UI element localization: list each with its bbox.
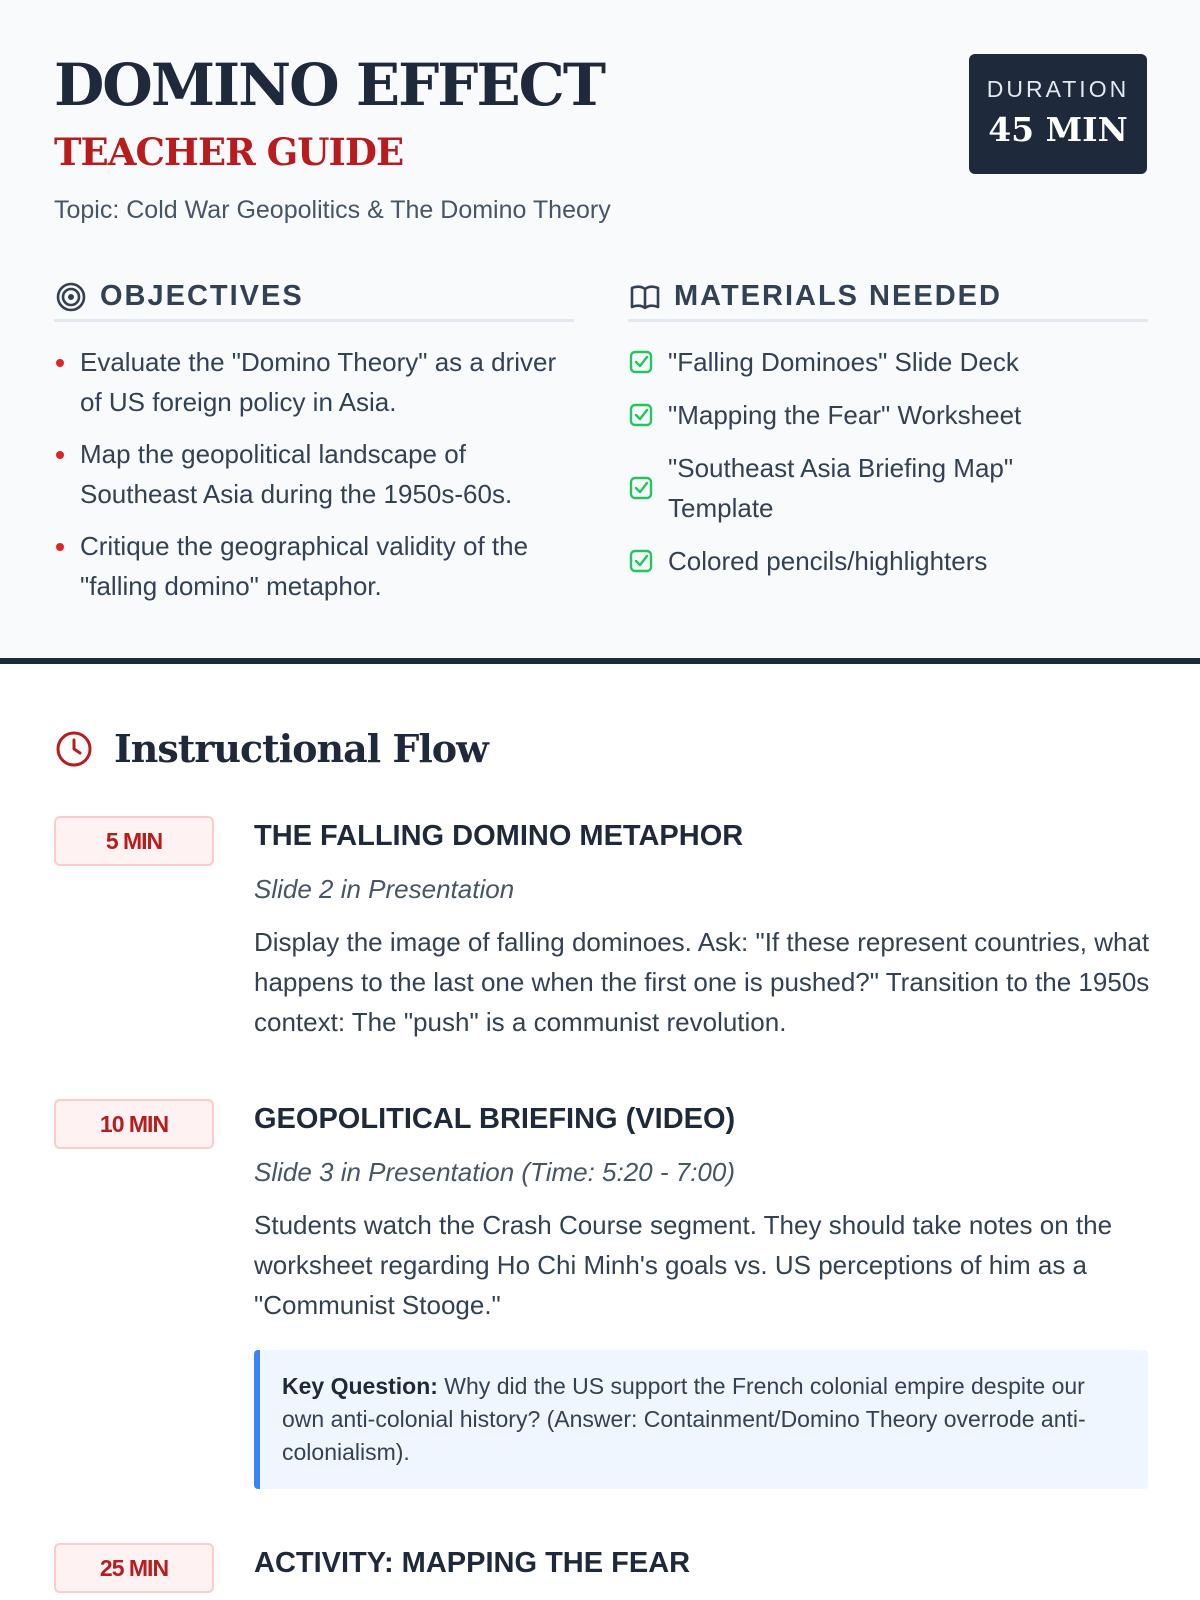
material-item: Colored pencils/highlighters	[628, 541, 1148, 581]
instructional-flow-title: Instructional Flow	[114, 726, 488, 771]
duration-label: DURATION	[986, 76, 1130, 102]
materials-heading	[628, 274, 1148, 322]
page-title: DOMINO EFFECT	[54, 51, 604, 119]
checkbox-checked-icon	[628, 475, 654, 501]
step-title: THE FALLING DOMINO METAPHOR	[254, 820, 744, 852]
clock-icon	[54, 729, 94, 769]
step-time-badge: 5 MIN	[54, 816, 214, 866]
objectives-heading-label: OBJECTIVES	[100, 280, 304, 312]
duration-value: 45 MIN	[988, 110, 1128, 149]
objective-item: Critique the geographical validity of the "falling domino" metaphor.	[54, 526, 574, 606]
step-slide-ref: Slide 2 in Presentation	[254, 874, 515, 904]
step-time-badge: 25 MIN	[54, 1543, 214, 1593]
callout-text: Why did the US support the French colonial empire despite our own anti-colonial history? (Answer: Containment/Domino Theory overrode anti-colonialism).	[282, 1373, 1086, 1465]
guide-header	[0, 0, 1200, 664]
bullet-icon	[56, 451, 64, 459]
key-question-callout	[254, 1350, 1148, 1489]
material-item: "Mapping the Fear" Worksheet	[628, 395, 1148, 435]
objectives-heading	[54, 274, 574, 322]
book-open-icon	[628, 280, 662, 314]
materials-list	[628, 342, 1148, 594]
objective-item: Evaluate the "Domino Theory" as a driver of US foreign policy in Asia.	[54, 342, 574, 422]
page-subtitle: TEACHER GUIDE	[54, 130, 404, 174]
step-title: ACTIVITY: MAPPING THE FEAR	[254, 1547, 691, 1579]
checkbox-checked-icon	[628, 548, 654, 574]
material-item: "Falling Dominoes" Slide Deck	[628, 342, 1148, 382]
duration-badge	[969, 54, 1147, 174]
step-description: Display the image of falling dominoes. Ask: "If these represent countries, what happens to the last one when the first one is pushed?" Transition to the 1950s context: The "push" is a communist revolution.	[254, 927, 1150, 1037]
callout-label: Key Question:	[282, 1373, 438, 1399]
topic-line: Topic: Cold War Geopolitics & The Domino Theory	[54, 196, 611, 224]
step-description: Students watch the Crash Course segment. They should take notes on the worksheet regarding Ho Chi Minh's goals vs. US perceptions of him as a "Communist Stooge."	[254, 1210, 1113, 1320]
materials-heading-label: MATERIALS NEEDED	[674, 280, 1002, 312]
bullet-icon	[56, 359, 64, 367]
instructional-flow-heading	[54, 726, 488, 771]
material-item: "Southeast Asia Briefing Map" Template	[628, 448, 1148, 528]
objectives-list	[54, 342, 574, 618]
checkbox-checked-icon	[628, 402, 654, 428]
step-time-badge: 10 MIN	[54, 1099, 214, 1149]
step-title: GEOPOLITICAL BRIEFING (VIDEO)	[254, 1103, 736, 1135]
bullet-icon	[56, 543, 64, 551]
checkbox-checked-icon	[628, 349, 654, 375]
objective-item: Map the geopolitical landscape of Southeast Asia during the 1950s-60s.	[54, 434, 574, 514]
step-slide-ref: Slide 3 in Presentation (Time: 5:20 - 7:00)	[254, 1157, 736, 1187]
target-icon	[54, 280, 88, 314]
